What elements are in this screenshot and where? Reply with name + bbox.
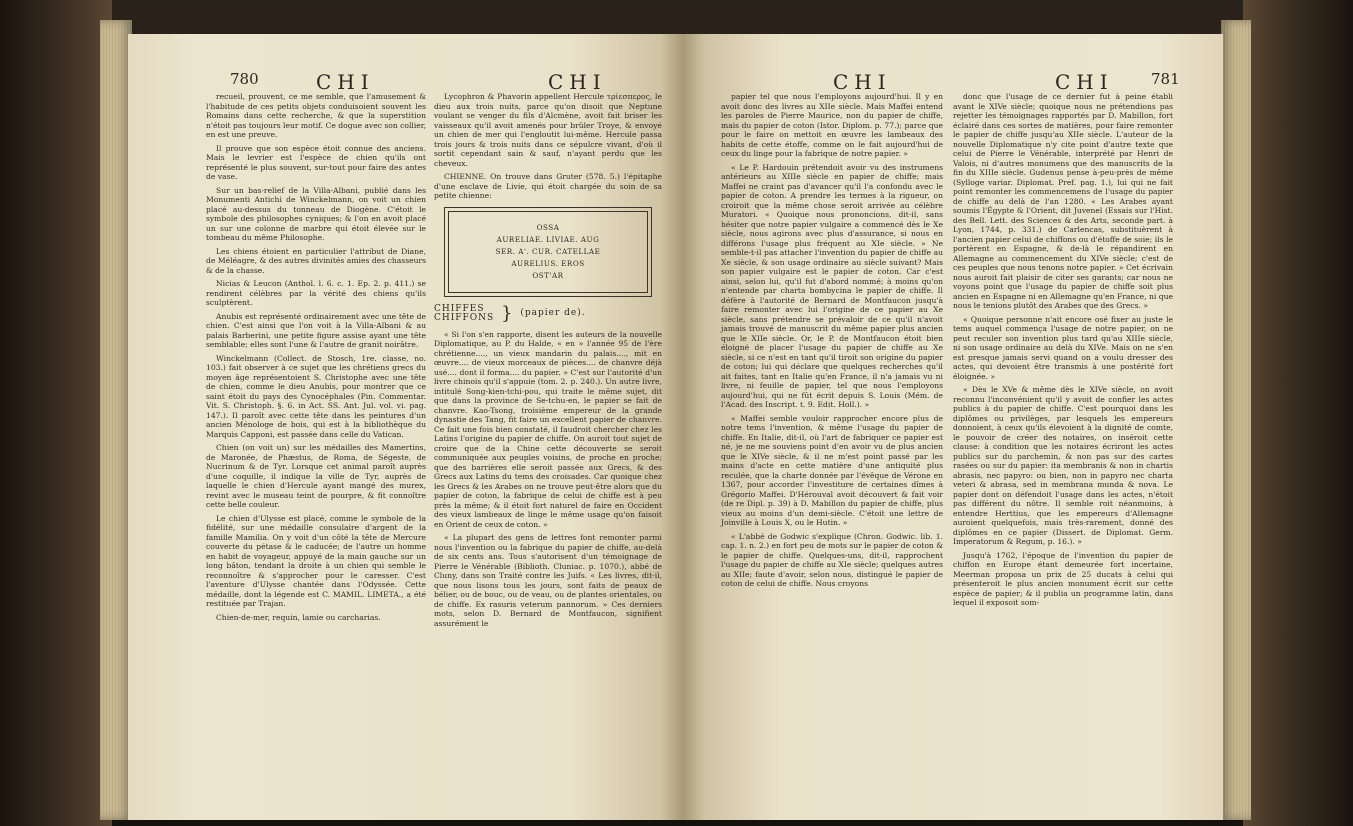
paragraph: Sur un bas-relief de la Villa-Albani, publié dans les Monumenti Antichi de Winckelmann, on voit un chien placé au-dessus du tonneau de Diogène. C'étoit le symbole des philosophes cyniques; & l'on en avoit placé un sur une colonne de marbre qui étoit élevée sur le tombeau du même Philosophe. — [206, 185, 426, 242]
headword-gloss: (papier de). — [520, 308, 586, 319]
running-head-col2: CHI — [548, 70, 607, 94]
inscription-box — [444, 207, 652, 297]
inscription-line: AURELIAE. LIVIAE. AUG — [496, 234, 600, 244]
paragraph: « La plupart des gens de lettres font remonter parmi nous l'invention ou la fabrique du papier de chiffe, au-delà de six cents ans. Tous s'autorisent d'un témoignage de Pierre le Vénérable (Biblioth. Cluniac. p. 1070.), abbé de Cluny, dans son Traité contre les Juifs. « Les livres, dit-il, que nous lisons tous les jours, sont faits de peaux de bélier, ou de bouc, ou de veau, ou de plantes orientales, ou de chiffe. Ex rasuris veterum pannorum. » Ces derniers mots, selon D. Bernard de Montfaucon, signifient assurément le — [434, 533, 662, 628]
paragraph: Anubis est représenté ordinairement avec une tête de chien. C'est ainsi que l'on voit à la Villa-Albani & au palais Barberini, une petite figure assise ayant une tête semblable; elles sont l'une & l'autre de granit noirâtre. — [206, 311, 426, 349]
book-cover-right — [1243, 0, 1353, 826]
page-number: 780 — [230, 70, 259, 88]
page-edges-right — [1221, 20, 1251, 820]
paragraph: Jusqu'à 1762, l'époque de l'invention du papier de chiffon en Europe étant demeurée fort incertaine, Meerman proposa un prix de 25 ducats à celui qui présenteroit le plus ancien monument écrit sur cette espèce de papier; & il publia un programme latin, dans lequel il exposoit som- — [953, 550, 1173, 607]
inscription-text — [448, 211, 648, 293]
paragraph: « Le P. Hardouin prétendoit avoir vu des instrumens antérieurs au XIIIe siècle en papier de chiffe; mais Maffei ne craint pas d'avancer qu'il l'a confondu avec le papier de coton. A prendre les termes à la rigueur, on croiroit que la même chose seroit arrivée au célèbre Muratori. « Quoique nous prononcions, dit-il, sans hésiter que notre papier vulgaire a commencé dès le Xe siècle, nous agirons avec plus d'assurance, si nous en différons l'usage plus fréquent au XIe siècle. » Ne semble-t-il pas attacher l'invention du papier de chiffe au Xe siècle, & son usage ordinaire au siècle suivant? Mais son papier vulgaire est le papier de coton. Car c'est ainsi, selon lui, qu'il fut d'abord nommé; à moins qu'on n'entende par charta bombycina le papier de chiffe. Il défère à l'autorité de Bernard de Montfaucon jusqu'à faire remonter avec lui l'origine de ce papier au Xe siècle, sans prétendre se prévaloir de ce qu'il n'avoit jamais trouvé de manuscrit du même papier plus ancien que le XIIe siècle. Or, le P. de Montfaucon étoit bien éloigné de placer l'usage du papier de chiffe au Xe siècle, si ce n'est en tant qu'il tiroit son origine du papier de coton; lui qui déclare que quelques recherches qu'il ait faites, tant en Italie qu'en France, il n'a jamais vu ni livre, ni feuille de papier, tel que nous l'employons aujourd'hui, qui ne fût écrit depuis S. Louis (Mém. de l'Acad. des Inscript. t. 9. Edit. Holl.). » — [721, 162, 943, 409]
inscription-line: OST'AR — [532, 270, 564, 280]
left-column-2 — [434, 92, 662, 632]
paragraph: Lycophron & Phavorin appellent Hercule τρίεσπερος, le dieu aux trois nuits, parce qu'on disoit que Neptune voulant se venger du fils d'Alcmène, avoit fait briser les vaisseaux qu'il avoit amenés pour brûler Troye, & envoyé un chien de mer qui l'engloutit lui-même. Hercule passa trois jours & trois nuits dans ce sépulcre vivant, d'où il sortit cependant sain & sauf, n'ayant perdu que les cheveux. — [434, 92, 662, 168]
inscription-line: OSSA — [536, 222, 560, 232]
paragraph: Le chien d'Ulysse est placé, comme le symbole de la fidélité, sur une médaille consulaire d'argent de la famille Mamilia. On y voit d'un côté la tête de Mercure couverte du pétase & le caducée; de l'autre un homme en habit de voyageur, appuyé de la main gauche sur un long bâton, tendant la droite à un chien qui semble le reconnoître & s'approcher pour le caresser. C'est l'aventure d'Ulysse chantée dans l'Odyssée. Cette médaille, dont la légende est C. MAMIL. LIMETA., a été restituée par Trajan. — [206, 513, 426, 608]
paragraph: « Dès le XVe & même dès le XIVe siècle, on avoit reconnu l'inconvénient qu'il y avoit de confier les actes publics à du papier de chiffe. C'est pourquoi dans les diplômes ou privilèges, par lesquels les empereurs donnoient, à ceux qu'ils élevoient à la dignité de comte, le pouvoir de créer des notaires, on inséroit cette clause: à condition que les notaires écriront les actes publics sur du parchemin, & non pas sur des cartes rasées ou sur du papier: ita membranis & non in chartis abrasis, nec papyro: ou bien, non in papyro nec charta veteri & abrasa, sed in membrana munda & nova. Le papier dont on défendoit l'usage dans les actes, n'étoit pas différent du nôtre. Il semble roit néanmoins, à entendre Herttius, que les empereurs d'Allemagne auroient quelquefois, mais très-rarement, donné des diplômes en ce papier (Dissert. de Diplomat. Germ. Imperatorum & Regum, p. 16.). » — [953, 385, 1173, 546]
brace-glyph: } — [501, 303, 514, 324]
paragraph: Chien-de-mer, requin, lamie ou carcharias. — [216, 612, 381, 622]
entry-headword — [434, 305, 662, 324]
running-head-col1: CHI — [833, 70, 892, 94]
right-column-2 — [953, 92, 1173, 612]
inscription-line: AURELIUS. EROS — [511, 258, 585, 268]
book-cover-left — [0, 0, 112, 826]
right-column-1 — [721, 92, 943, 593]
running-head-col2: CHI — [1055, 70, 1114, 94]
paragraph: Chien (on voit un) sur les médailles des Mamertins, de Maronée, de Phæstus, de Roma, de Ségeste, de Nucrinum & de Tyr. Lorsque cet animal paroît auprès d'une coquille, il indique la ville de Tyr, auprès de laquelle le chien d'Hercule ayant mangé des murex, revint avec le museau teint de pourpre, & fit connoître cette belle couleur. — [206, 443, 426, 509]
running-head-col1: CHI — [316, 70, 375, 94]
paragraph: Il prouve que son espèce étoit connue des anciens. Mais le levrier est l'espèce de chien qu'ils ont représenté le plus souvent, sur-tout pour faire des antes de vase. — [206, 143, 426, 181]
page-number: 781 — [1151, 70, 1180, 88]
paragraph: donc que l'usage de ce dernier fut à peine établi avant le XIVe siècle; quoique nous ne prétendions pas rejetter les témoignages rapportés par D. Mabillon, fort éclairé dans ces sortes de matières, pour faire remonter le papier de chiffe jusqu'au XIIe siècle. L'auteur de la nouvelle Diplomatique n'y cite point d'autre texte que celui de Pierre le Vénérable, interprété par Henri de Valois, ni d'autres monumens que des manuscrits de la fin du XIIIe siècle. Gudenus pense à-peu-près de même (Sylloge variar. Diplomat. Pref. pag. 1.), lui qui ne fait point remonter les commencemens de l'usage du papier de chiffe au delà de l'an 1280. « Les Arabes ayant soumis l'Égypte & l'Orient, dit Juvenel (Essais sur l'Hist. des Bell. Lett. des Sciences & des Arts, seconde part. à Lyon, 1744, p. 331.) de Carlencas, substituèrent à l'ancien papier celui de chiffons ou d'étoffe de soie; ils le portèrent en Espagne, & de-là le répandirent en Allemagne au commencement du XIVe siècle; c'est de ces peuples que nous tenons notre papier. » Cet écrivain nous auroit fait plaisir de citer ses garants; car nous ne voyons point que l'usage du papier de chiffe soit plus ancien en Espagne ni en Allemagne qu'en France, ni que nous le tenions plutôt des Arabes que des Grecs. » — [953, 92, 1173, 310]
headword-line: CHIFFONS — [434, 313, 495, 323]
paragraph: « Si l'on s'en rapporte, disent les auteurs de la nouvelle Diplomatique, au P. du Halde, « en » l'année 95 de l'ère chrétienne...., un vieux mandarin du palais...., mit en œuvre.... de vieux morceaux de pièces.... de chanvre déjà usé.... dont il forma.... du papier. » C'est sur l'autorité d'un livre chinois qu'il s'appuie (tom. 2. p. 240.). Un autre livre, intitulé Song-kien-tchi-pou, qui traite le même sujet, dit que dans la province de Se-tchu-en, le papier se fait de chanvre. Kao-Tsong, troisième empereur de la grande dynastie des Tang, fit faire un excellent papier de chanvre. Ce fait une fois bien constaté, il faudroit chercher chez les Latins l'origine du papier de chiffe. On auroit tout sujet de croire que de la Chine cette découverte se seroit communiquée aux peuples voisins, de proche en proche; que des barrières elle seroit passée aux Grecs, & des Grecs aux Latins du tems des croisades. Car quoique chez les Grecs & les Arabes on ne trouve peut-être alors que du papier de coton, la fabrique de celui de chiffe est à peu près la même; & il étoit fort naturel de faire en Occident des vieux lambeaux de linge le même usage qu'on faisoit en Orient de ceux de coton. » — [434, 329, 662, 529]
paragraph: recueil, prouvent, ce me semble, que l'amusement & l'habitude de ces petits objets conduisoient souvent les Romains dans cette recherche, & que la superstition n'étoit pas toujours leur motif. Ce dogue avec son collier, en est une preuve. — [206, 92, 426, 139]
left-column-1 — [206, 92, 426, 626]
paragraph: Winckelmann (Collect. de Stosch, 1re. classe, no. 103.) fait observer à ce sujet que les chrétiens grecs du moyen âge représentoient S. Christophe avec une tête de chien, comme le dieu Anubis, pour montrer que ce saint étoit du pays des Cynocéphales (Pin. Commentar. Vit. S. Christoph. §. 6. in Act. SS. Ant. Jul. vol. vi. pag. 147.). Il paroît avec cette tête dans les peintures d'un ancien Ménologe de bois, qui est à la bibliothèque du Marquis Capponi, est passée dans celle du Vatican. — [206, 353, 426, 439]
headword-line: CHIFFES — [434, 303, 485, 314]
left-page — [128, 34, 683, 820]
paragraph: « L'abbé de Godwic s'explique (Chron. Godwic. lib. 1. cap. 1. n. 2.) en fort peu de mots sur le papier de coton & le papier de chiffe. Quelques-uns, dit-il, rapprochent l'usage du papier de chiffe au XIe siècle; quelques autres au XIIe; faute d'avoir, selon nous, distingué le papier de coton de celui de chiffe. Nous croyons — [721, 531, 943, 588]
headword-lines — [434, 305, 494, 324]
paragraph: Les chiens étoient en particulier l'attribut de Diane, de Méléagre, & des autres divinités amies des chasseurs & de la chasse. — [206, 246, 426, 275]
right-page — [683, 34, 1223, 820]
paragraph: Nicias & Leucon (Anthol. l. 6. c. 1. Ep. 2. p. 411.) se rendirent célèbres par la vérité des chiens qu'ils sculptèrent. — [206, 279, 426, 307]
paragraph: « Maffei semble vouloir rapprocher encore plus de notre tems l'invention, & même l'usage du papier de chiffe. En Italie, dit-il, où l'art de fabriquer ce papier est né, je ne me souviens point d'en avoir vu de plus ancien que le XIVe siècle, & il ne m'est point passé par les mains d'acte en cette matière d'une antiquité plus reculée, que la charte donnée par l'évêque de Vérone en 1367, pour accorder l'investiture de certaines dîmes à Grégorio Maffei. D'Hérouval avoit découvert & fait voir (de re Dipl. p. 39) à D. Mabillon du papier de chiffe, plus vieux au moins d'un demi-siècle. C'étoit une lettre de Joinville à Louis X, ou le Hutin. » — [721, 413, 943, 527]
paragraph: CHIENNE. On trouve dans Gruter (578. 5.) l'épitaphe d'une esclave de Livie, qui étoit chargée du soin de sa petite chienne: — [434, 172, 662, 200]
paragraph: papier tel que nous l'employons aujourd'hui. Il y en avoit donc des livres au XIIe siècle. Mais Maffei entend les paroles de Pierre Maurice, non du papier de chiffe, mais du papier de coton (Istor. Diplom. p. 77.); parce que pour le faire on mettoit en œuvre les lambeaux des habits de cette étoffe, comme on le fait aujourd'hui de ceux du linge pour la fabrique de notre papier. » — [721, 92, 943, 158]
inscription-line: SER. A'. CUR. CATELLAE — [495, 246, 601, 256]
paragraph: « Quoique personne n'ait encore osé fixer au juste le tems auquel commença l'usage de notre papier, on ne peut reculer son invention plus tard qu'au XIIIe siècle, ni son usage ordinaire au delà du XIVe. Mais on ne s'en est presque jamais servi quand on a voulu dresser des actes, qui devoient être transmis à une postérité fort éloignée. » — [953, 314, 1173, 381]
